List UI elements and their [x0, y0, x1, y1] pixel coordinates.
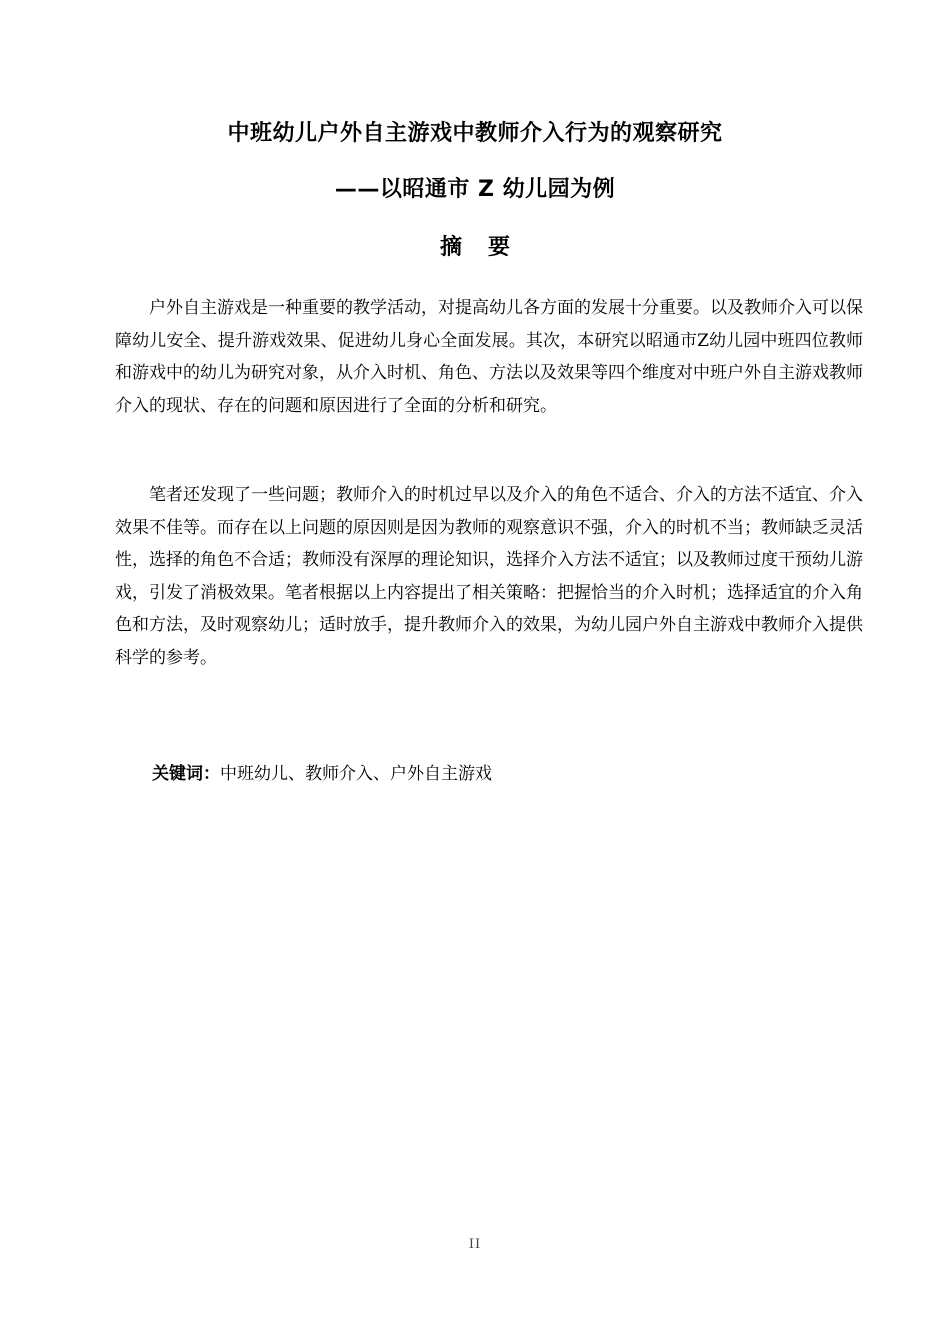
abstract-paragraph-text: 笔者还发现了一些问题；教师介入的时机过早以及介入的角色不适合、介入的方法不适宜、介入效果不佳等。而存在以上问题的原因则是因为教师的观察意识不强，介入的时机不当；教师缺乏灵活性，选择的角色不合适；教师没有深厚的理论知识，选择介入方法不适宜；以及教师过度干预幼儿游戏，引发了消极效果。笔者根据以上内容提出了相关策略：把握恰当的介入时机；选择适宜的介入角色和方法，及时观察幼儿；适时放手，提升教师介入的效果，为幼儿园户外自主游戏中教师介入提供科学的参考。	[115, 485, 863, 668]
document-title: 中班幼儿户外自主游戏中教师介入行为的观察研究	[227, 121, 723, 146]
abstract-paragraph-text: 户外自主游戏是一种重要的教学活动，对提高幼儿各方面的发展十分重要。以及教师介入可以保障幼儿安全、提升游戏效果、促进幼儿身心全面发展。其次，本研究以昭通市Z幼儿园中班四位教师和游戏中的幼儿为研究对象，从介入时机、角色、方法以及效果等四个维度对中班户外自主游戏教师介入的现状、存在的问题和原因进行了全面的分析和研究。	[115, 298, 863, 416]
document-subtitle: ——以昭通市 Z 幼儿园为例	[334, 177, 616, 202]
keywords-value: 中班幼儿、教师介入、户外自主游戏	[220, 764, 492, 784]
page-number: II	[468, 1237, 482, 1252]
keywords-line	[152, 758, 492, 790]
abstract-paragraph-2	[115, 479, 863, 674]
abstract-heading: 摘要	[439, 235, 536, 260]
keywords-label: 关键词：	[152, 764, 220, 784]
abstract-paragraph-1	[115, 292, 863, 422]
